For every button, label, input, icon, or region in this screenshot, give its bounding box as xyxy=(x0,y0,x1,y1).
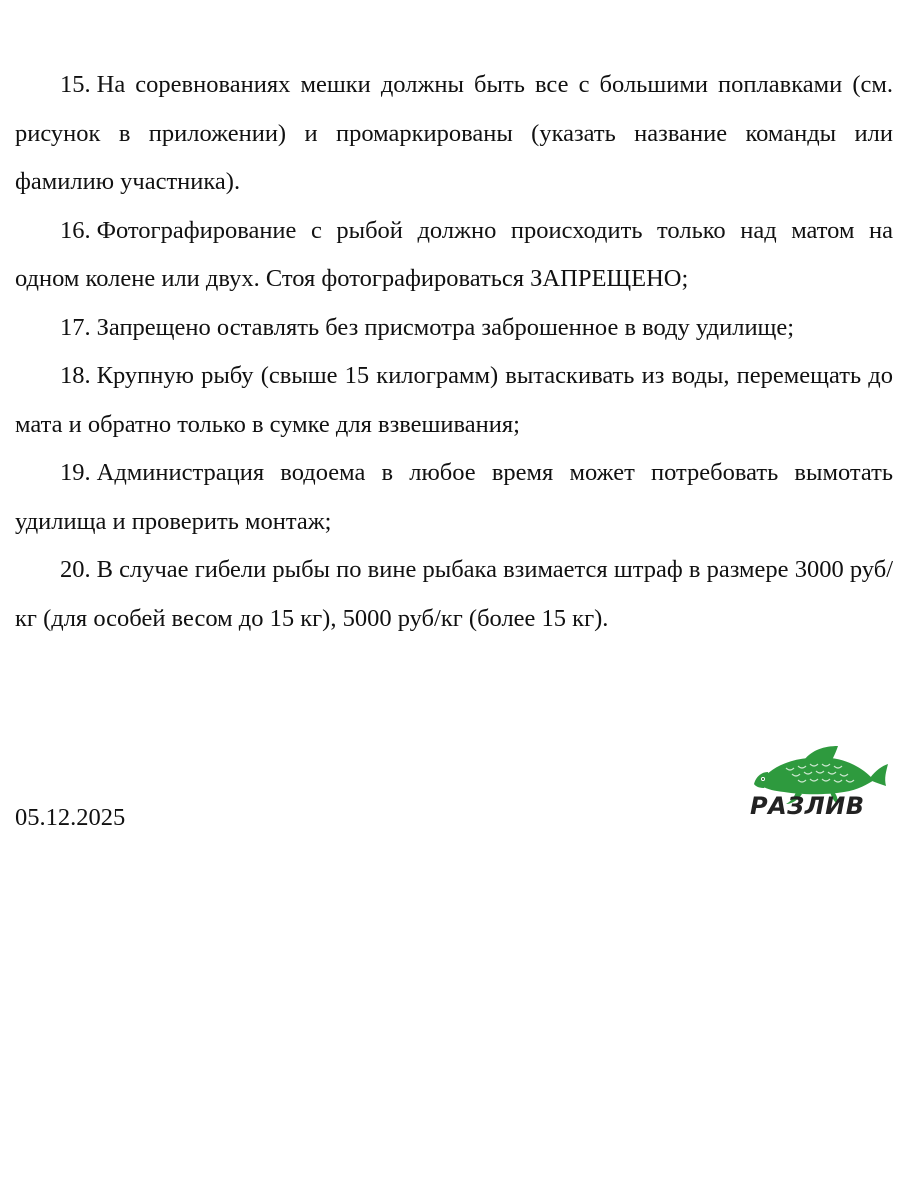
item-number: 17. xyxy=(60,313,91,341)
document-date: 05.12.2025 xyxy=(15,804,126,831)
item-number: 19. xyxy=(60,459,91,486)
list-item-20 xyxy=(15,546,893,643)
list-item-19 xyxy=(15,449,893,546)
item-text: Крупную рыбу (свыше 15 килограмм) вытаскивать из воды, перемещать до мата и обратно только в сумке для взвешивания; xyxy=(15,362,893,438)
list-item-18 xyxy=(15,352,893,449)
document-body xyxy=(15,61,893,643)
list-item-17 xyxy=(15,304,893,353)
item-text: На соревнованиях мешки должны быть все с большими поплавками (см. рисунок в приложении) и промаркированы (указать название команды или фамилию участника). xyxy=(15,71,893,195)
carp-fish-icon xyxy=(746,740,890,824)
list-item-16 xyxy=(15,207,893,304)
item-text: Фотографирование с рыбой должно происходить только над матом на одном колене или двух. Стоя фотографироваться ЗАПРЕЩЕНО; xyxy=(15,216,893,292)
item-text: Запрещено оставлять без присмотра заброшенное в воду удилище; xyxy=(96,313,795,341)
item-text: В случае гибели рыбы по вине рыбака взимается штраф в размере 3000 руб/кг (для особей весом до 15 кг), 5000 руб/кг (более 15 кг). xyxy=(15,556,893,632)
svg-text:РАЗЛИВ: РАЗЛИВ xyxy=(750,792,865,820)
item-number: 20. xyxy=(60,556,91,583)
razliv-logo xyxy=(746,740,890,824)
item-number: 15. xyxy=(60,71,91,98)
item-number: 18. xyxy=(60,362,91,389)
item-text: Администрация водоема в любое время может потребовать вымотать удилища и проверить монтаж; xyxy=(15,459,893,535)
list-item-15 xyxy=(15,61,893,207)
item-number: 16. xyxy=(60,216,91,244)
